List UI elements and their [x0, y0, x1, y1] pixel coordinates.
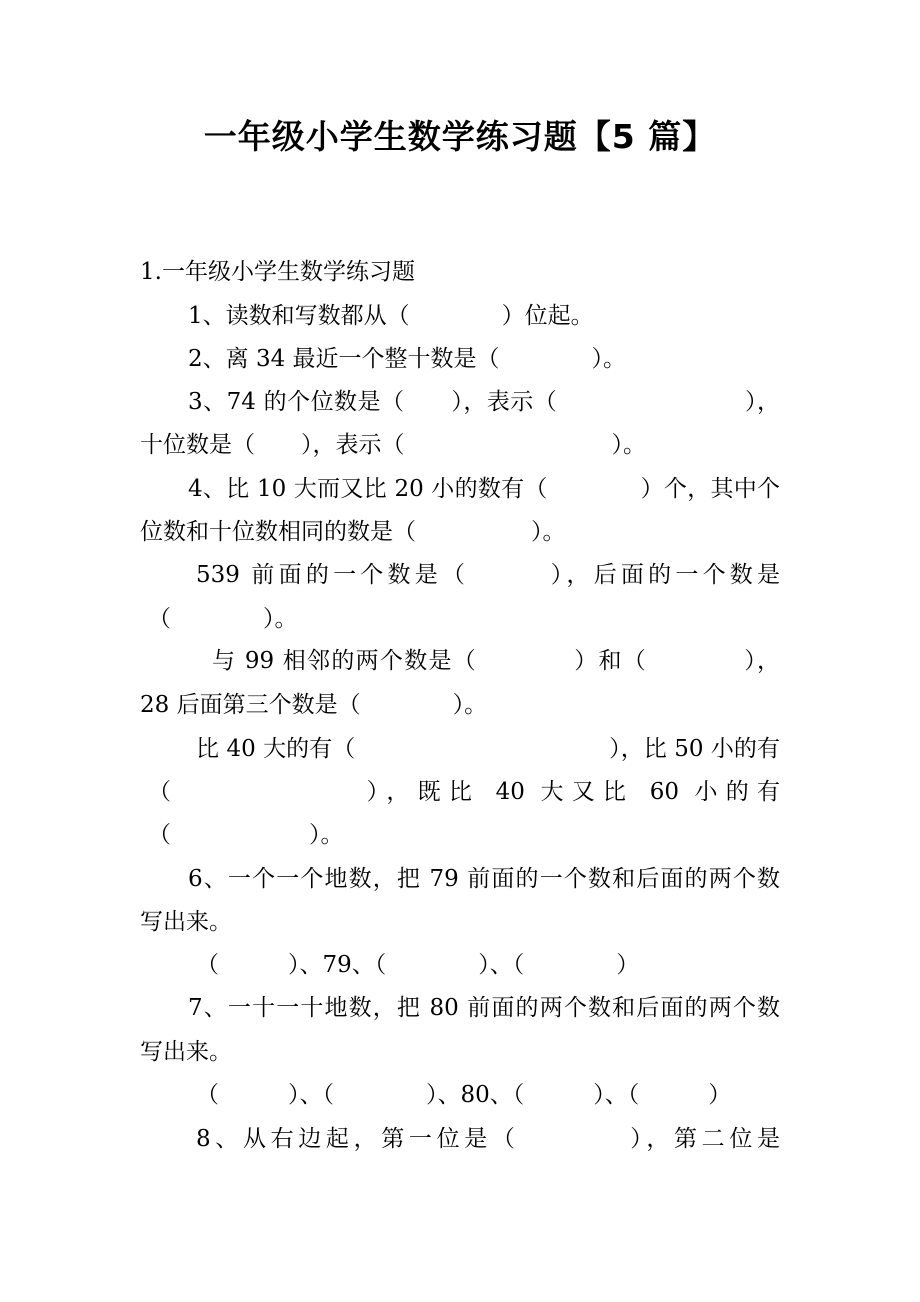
question-line: 1、读数和写数都从（ ）位起。 [188, 303, 594, 329]
question-line: 28 后面第三个数是（ ）。 [140, 692, 488, 718]
question-line: （ ）。 [148, 822, 344, 848]
question-line: 8、从右边起，第一位是（ ），第二位是 [196, 1126, 780, 1152]
question-line: 2、离 34 最近一个整十数是（ ）。 [188, 346, 627, 372]
question-line: 写出来。 [140, 1039, 232, 1065]
question-line: 写出来。 [140, 909, 232, 935]
question-line: （ ），既比 40 大又比 60 小的有 [148, 779, 780, 805]
question-line: 位数和十位数相同的数是（ ）。 [140, 519, 566, 545]
question-line: 539 前面的一个数是（ ），后面的一个数是 [196, 562, 780, 588]
question-line: 4、比 10 大而又比 20 小的数有（ ）个，其中个 [188, 476, 780, 502]
question-line: 比 40 大的有（ ），比 50 小的有 [196, 736, 780, 762]
page-title: 一年级小学生数学练习题【5 篇】 [203, 117, 717, 156]
question-line: 7、一十一十地数，把 80 前面的两个数和后面的两个数 [188, 995, 780, 1021]
question-line: 3、74 的个位数是（ ），表示（ ）， [188, 389, 780, 415]
question-line: 十位数是（ ），表示（ ）。 [140, 432, 646, 458]
section-heading: 1.一年级小学生数学练习题 [140, 259, 415, 285]
question-line: 6、一个一个地数，把 79 前面的一个数和后面的两个数 [188, 866, 780, 892]
answer-blanks-line: （ ）、79、（ ）、（ ） [196, 952, 640, 978]
question-line: 与 99 相邻的两个数是（ ）和（ ）， [212, 648, 780, 674]
answer-blanks-line: （ ）、（ ）、80、（ ）、（ ） [196, 1082, 732, 1108]
question-line: （ ）。 [148, 606, 298, 632]
